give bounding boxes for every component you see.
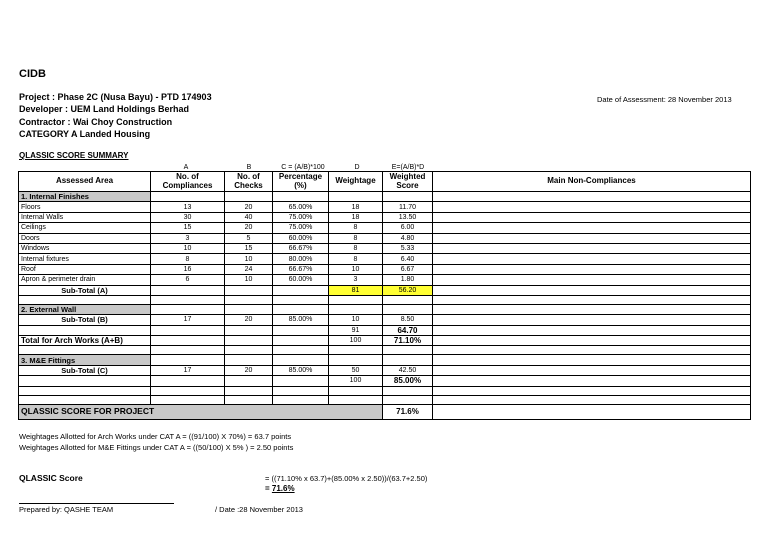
table-row: [19, 254, 751, 264]
row-noncompliance: [433, 264, 751, 274]
row-c: 75.00%: [273, 223, 329, 233]
header-area: Assessed Area: [19, 172, 151, 192]
prepared-date: / Date :28 November 2013: [215, 505, 303, 514]
row-noncompliance: [433, 275, 751, 285]
category: CATEGORY A Landed Housing: [19, 129, 151, 139]
col-letter-d: D: [354, 164, 360, 171]
project-score-value: 71.6%: [383, 404, 433, 419]
row-b: 24: [225, 264, 273, 274]
row-area: Internal fixtures: [19, 254, 151, 264]
subtotal-ab-score: 64.70: [383, 325, 433, 335]
row-b: 20: [225, 223, 273, 233]
section-external-wall: 2. External Wall: [19, 304, 151, 314]
row-b: 15: [225, 243, 273, 253]
arch-total-label: Total for Arch Works (A+B): [19, 336, 151, 346]
row-a: 16: [151, 264, 225, 274]
contractor: Contractor : Wai Choy Construction: [19, 117, 173, 127]
row-d: 10: [329, 264, 383, 274]
row-noncompliance: [433, 254, 751, 264]
header-weightage: Weightage: [329, 172, 383, 192]
header-noncompliance: Main Non-Compliances: [433, 172, 751, 192]
subtotal-a-weightage: 81: [329, 285, 383, 295]
project-score-label: QLASSIC SCORE FOR PROJECT: [19, 404, 383, 419]
subtotal-c-e: 42.50: [383, 365, 433, 375]
table-row: [19, 212, 751, 222]
row-noncompliance: [433, 212, 751, 222]
row-e: 1.80: [383, 275, 433, 285]
row-c: 66.67%: [273, 243, 329, 253]
table-row: [19, 275, 751, 285]
row-e: 11.70: [383, 202, 433, 212]
subtotal-me-weightage: 100: [329, 376, 383, 386]
subtotal-c-d: 50: [329, 365, 383, 375]
table-row: [19, 233, 751, 243]
col-letter-a: A: [183, 164, 189, 171]
row-e: 6.40: [383, 254, 433, 264]
row-c: 66.67%: [273, 264, 329, 274]
row-a: 13: [151, 202, 225, 212]
subtotal-ab-weightage: 91: [329, 325, 383, 335]
subtotal-me-score: 85.00%: [383, 376, 433, 386]
subtotal-b-d: 10: [329, 315, 383, 325]
section-row: [19, 192, 751, 202]
score-table: [18, 171, 751, 420]
subtotal-b-c: 85.00%: [273, 315, 329, 325]
subtotal-b-a: 17: [151, 315, 225, 325]
row-b: 20: [225, 202, 273, 212]
subtotal-c-b: 20: [225, 365, 273, 375]
table-row: [19, 264, 751, 274]
row-noncompliance: [433, 233, 751, 243]
row-area: Floors: [19, 202, 151, 212]
section-internal-finishes: 1. Internal Finishes: [19, 192, 151, 202]
row-d: 8: [329, 223, 383, 233]
calc-equals: =: [265, 484, 270, 493]
prepared-by: Prepared by: QASHE TEAM: [19, 505, 114, 514]
section-row: [19, 355, 751, 365]
col-letter-c: C = (A/B)*100: [281, 164, 325, 171]
table-row: [19, 223, 751, 233]
row-noncompliance: [433, 243, 751, 253]
subtotal-b-b: 20: [225, 315, 273, 325]
document-title: CIDB: [19, 68, 46, 80]
section-row: [19, 304, 751, 314]
table-row: [19, 243, 751, 253]
row-c: 75.00%: [273, 212, 329, 222]
row-e: 4.80: [383, 233, 433, 243]
arch-total-weightage: 100: [329, 336, 383, 346]
section-me-fittings: 3. M&E Fittings: [19, 355, 151, 365]
arch-total-score: 71.10%: [383, 336, 433, 346]
row-area: Ceilings: [19, 223, 151, 233]
header-checks: No. of Checks: [225, 172, 273, 192]
subtotal-a-row: [19, 285, 751, 295]
table-row: [19, 202, 751, 212]
note-me-weightage: Weightages Allotted for M&E Fittings under CAT A = ((50/100) X 5% ) = 2.50 points: [19, 443, 294, 452]
qlassic-score-label: QLASSIC Score: [19, 473, 83, 483]
summary-title: QLASSIC SCORE SUMMARY: [19, 151, 129, 160]
row-b: 5: [225, 233, 273, 243]
project-name: Project : Phase 2C (Nusa Bayu) - PTD 174903: [19, 92, 212, 102]
row-d: 3: [329, 275, 383, 285]
row-b: 10: [225, 275, 273, 285]
subtotal-ab-row: [19, 325, 751, 335]
note-arch-weightage: Weightages Allotted for Arch Works under CAT A = ((91/100) X 70%) = 63.7 points: [19, 432, 292, 441]
row-c: 80.00%: [273, 254, 329, 264]
row-e: 6.00: [383, 223, 433, 233]
arch-total-row: [19, 336, 751, 346]
subtotal-me-row: [19, 376, 751, 386]
row-d: 18: [329, 202, 383, 212]
row-c: 60.00%: [273, 275, 329, 285]
row-a: 3: [151, 233, 225, 243]
qlassic-calc-result: [265, 484, 295, 493]
row-a: 6: [151, 275, 225, 285]
row-d: 8: [329, 243, 383, 253]
row-e: 6.67: [383, 264, 433, 274]
subtotal-a-label: Sub-Total (A): [19, 285, 151, 295]
row-d: 8: [329, 254, 383, 264]
col-letter-e: E=(A/B)*D: [391, 164, 425, 171]
row-a: 8: [151, 254, 225, 264]
subtotal-c-row: [19, 365, 751, 375]
subtotal-c-label: Sub-Total (C): [19, 365, 151, 375]
row-d: 18: [329, 212, 383, 222]
row-b: 40: [225, 212, 273, 222]
row-area: Apron & perimeter drain: [19, 275, 151, 285]
subtotal-b-row: [19, 315, 751, 325]
row-e: 5.33: [383, 243, 433, 253]
developer: Developer : UEM Land Holdings Berhad: [19, 104, 190, 114]
row-c: 60.00%: [273, 233, 329, 243]
row-a: 10: [151, 243, 225, 253]
subtotal-a-score: 56.20: [383, 285, 433, 295]
row-area: Internal Walls: [19, 212, 151, 222]
subtotal-c-c: 85.00%: [273, 365, 329, 375]
row-area: Doors: [19, 233, 151, 243]
row-d: 8: [329, 233, 383, 243]
header-percentage: Percentage (%): [273, 172, 329, 192]
row-noncompliance: [433, 202, 751, 212]
row-area: Windows: [19, 243, 151, 253]
col-letter-b: B: [246, 164, 252, 171]
subtotal-b-label: Sub-Total (B): [19, 315, 151, 325]
row-a: 30: [151, 212, 225, 222]
subtotal-b-e: 8.50: [383, 315, 433, 325]
calc-result-value: 71.6%: [271, 484, 295, 493]
date-of-assessment: Date of Assessment: 28 November 2013: [597, 95, 732, 104]
header-row: [19, 172, 751, 192]
header-weighted: Weighted Score: [383, 172, 433, 192]
row-area: Roof: [19, 264, 151, 274]
signature-line: [19, 503, 174, 504]
qlassic-calc-formula: = ((71.10% x 63.7)+(85.00% x 2.50))/(63.7+2.50): [265, 474, 428, 483]
header-compliances: No. of Compliances: [151, 172, 225, 192]
subtotal-c-a: 17: [151, 365, 225, 375]
row-a: 15: [151, 223, 225, 233]
row-noncompliance: [433, 223, 751, 233]
project-score-row: [19, 404, 751, 419]
row-e: 13.50: [383, 212, 433, 222]
row-b: 10: [225, 254, 273, 264]
row-c: 65.00%: [273, 202, 329, 212]
